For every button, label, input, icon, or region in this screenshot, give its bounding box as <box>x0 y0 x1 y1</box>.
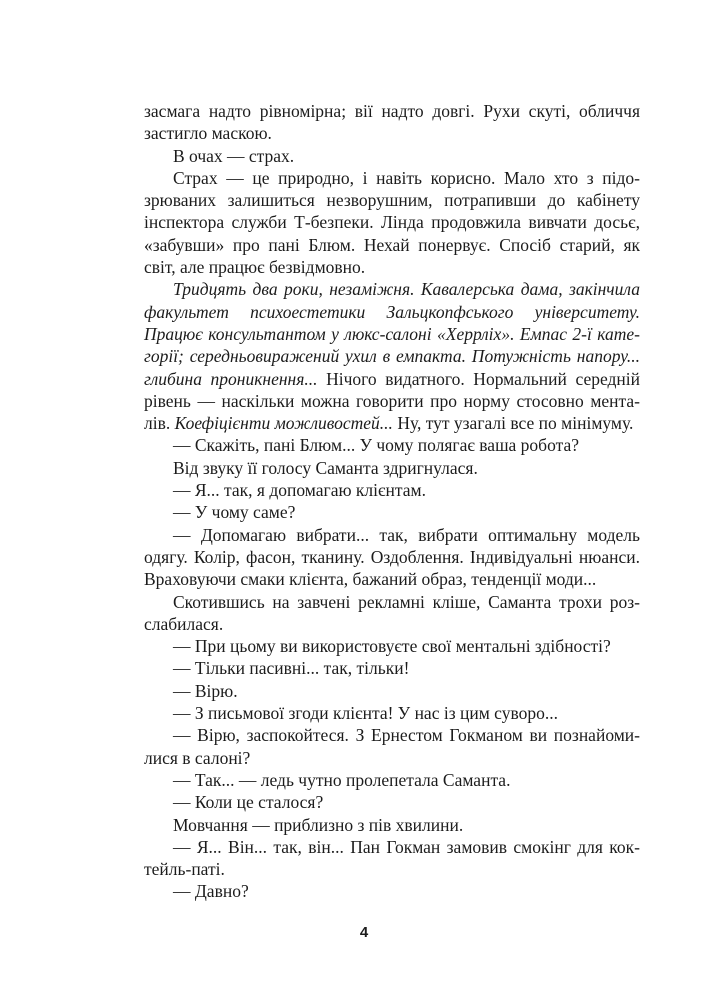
italic-text: Тридцять два роки, незаміжня. Кавалерська дама, закінчила факультет психоестетики Зальцкопфського університету. Працює консультантом у люкс-салоні «Херрліх». Емпас 2-ї категорії; середньовиражений ухил в емпакта. Потужність напору... глибина проникнення... <box>144 279 640 389</box>
dialogue-line: — У чому саме? <box>173 502 296 523</box>
italic-text: Коефіцієнти можливостей... <box>174 413 393 434</box>
dialogue-line: — Коли це сталося? <box>173 792 324 813</box>
dialogue-line: — Так... — ледь чутно пролепетала Саманта. <box>173 769 511 790</box>
paragraph: Мовчання — приблизно з пів хвилини. <box>173 814 464 835</box>
page-number: 4 <box>359 924 369 941</box>
book-page <box>144 100 640 903</box>
dialogue-line: — При цьому ви використовуєте свої ментальні здібності? <box>173 636 611 657</box>
dialogue-line: — Давно? <box>173 881 249 902</box>
dialogue-line: — Тільки пасивні... так, тільки! <box>173 658 410 679</box>
dialogue-line: — Я... Він... так, він... Пан Гокман замовив смокінг для коктейль-паті. <box>144 836 640 880</box>
paragraph: Скотившись на завчені рекламні кліше, Саманта трохи розслабилася. <box>144 591 640 634</box>
dialogue-line: — Вірю, заспокойтеся. З Ернестом Гокманом ви познайомилися в салоні? <box>144 725 640 768</box>
paragraph-dossier <box>144 278 640 434</box>
dialogue-line: — З письмової згоди клієнта! У нас із цим суворо... <box>173 703 558 724</box>
regular-text: Ну, тут узагалі все по мінімуму. <box>392 413 634 434</box>
dialogue-line: — Я... так, я допомагаю клієнтам. <box>173 480 426 501</box>
dialogue-line: — Вірю. <box>173 680 238 701</box>
paragraph: Страх — це природно, і навіть корисно. Мало хто з підозрюваних залишиться незворушним, потрапивши до кабінету інспектора служби Т-безпеки. Лінда продовжила вивчати досьє, «забувши» про пані Блюм. Нехай понервує. Спосіб старий, як світ, але працює безвідмовно. <box>144 167 640 278</box>
paragraph-line: засмага надто рівномірна; вії надто довгі. Рухи скуті, обличчя <box>144 101 640 121</box>
paragraph-line: застигло маскою. <box>144 123 272 144</box>
regular-text: Нічого видатного. Нормальний середній рівень — наскільки можна говорити про норму стосовно менталів. <box>144 368 640 434</box>
paragraph: В очах — страх. <box>173 145 295 166</box>
dialogue-line: — Скажіть, пані Блюм... У чому полягає ваша робота? <box>173 435 580 456</box>
paragraph-continuation <box>144 100 640 145</box>
paragraph: Від звуку її голосу Саманта здригнулася. <box>173 457 478 478</box>
dialogue-line: — Допомагаю вибрати... так, вибрати оптимальну модель одягу. Колір, фасон, тканину. Оздоблення. Індивідуальні нюанси. Враховуючи смаки клієнта, бажаний образ, тенденції моди... <box>144 524 640 590</box>
